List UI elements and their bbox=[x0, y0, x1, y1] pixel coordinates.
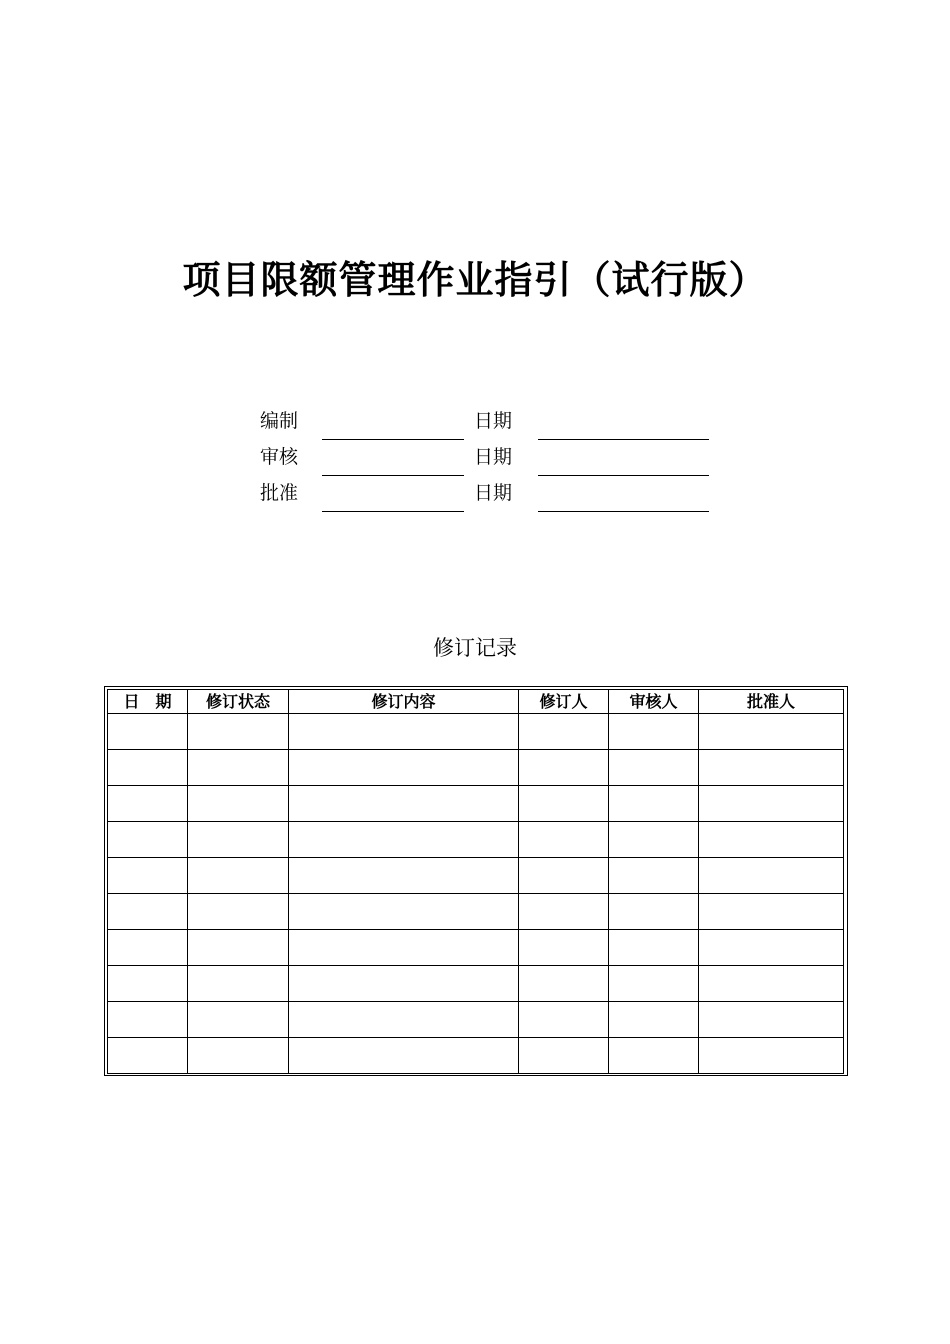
table-row bbox=[108, 822, 844, 858]
cell-reviewer[interactable] bbox=[609, 786, 699, 822]
cell-reviewer[interactable] bbox=[609, 714, 699, 750]
table-row bbox=[108, 930, 844, 966]
cell-status[interactable] bbox=[188, 1038, 289, 1074]
column-header-approver: 批准人 bbox=[699, 690, 844, 714]
table-row bbox=[108, 750, 844, 786]
signoff-role-field[interactable] bbox=[322, 511, 464, 512]
signoff-role-label: 审核 bbox=[260, 446, 299, 468]
signoff-date-field[interactable] bbox=[538, 475, 709, 476]
revision-record-heading: 修订记录 bbox=[433, 636, 517, 660]
cell-reviser[interactable] bbox=[519, 1038, 609, 1074]
cell-date[interactable] bbox=[108, 1038, 188, 1074]
table-row bbox=[108, 894, 844, 930]
cell-status[interactable] bbox=[188, 894, 289, 930]
signoff-date-label: 日期 bbox=[474, 482, 513, 504]
cell-reviewer[interactable] bbox=[609, 822, 699, 858]
cell-status[interactable] bbox=[188, 858, 289, 894]
cell-approver[interactable] bbox=[699, 966, 844, 1002]
cell-date[interactable] bbox=[108, 966, 188, 1002]
revision-table-header-row bbox=[108, 690, 844, 714]
cell-reviser[interactable] bbox=[519, 966, 609, 1002]
cell-date[interactable] bbox=[108, 822, 188, 858]
cell-approver[interactable] bbox=[699, 714, 844, 750]
revision-table-frame bbox=[104, 686, 848, 1076]
cell-reviser[interactable] bbox=[519, 714, 609, 750]
signoff-date-field[interactable] bbox=[538, 439, 709, 440]
cell-date[interactable] bbox=[108, 894, 188, 930]
cell-approver[interactable] bbox=[699, 786, 844, 822]
cell-reviser[interactable] bbox=[519, 858, 609, 894]
cell-content[interactable] bbox=[289, 1002, 519, 1038]
cell-status[interactable] bbox=[188, 930, 289, 966]
cell-reviewer[interactable] bbox=[609, 966, 699, 1002]
cell-reviewer[interactable] bbox=[609, 750, 699, 786]
signoff-row-approved bbox=[0, 480, 950, 516]
cell-status[interactable] bbox=[188, 1002, 289, 1038]
column-header-reviewer: 审核人 bbox=[609, 690, 699, 714]
cell-status[interactable] bbox=[188, 786, 289, 822]
cell-date[interactable] bbox=[108, 858, 188, 894]
cell-content[interactable] bbox=[289, 750, 519, 786]
cell-approver[interactable] bbox=[699, 1038, 844, 1074]
cell-content[interactable] bbox=[289, 858, 519, 894]
cell-date[interactable] bbox=[108, 750, 188, 786]
table-row bbox=[108, 858, 844, 894]
signoff-date-label: 日期 bbox=[474, 446, 513, 468]
cell-reviser[interactable] bbox=[519, 750, 609, 786]
cell-approver[interactable] bbox=[699, 1002, 844, 1038]
cell-reviser[interactable] bbox=[519, 822, 609, 858]
signoff-row-reviewed bbox=[0, 444, 950, 480]
cell-date[interactable] bbox=[108, 786, 188, 822]
cell-date[interactable] bbox=[108, 930, 188, 966]
cell-status[interactable] bbox=[188, 750, 289, 786]
signoff-date-field[interactable] bbox=[538, 511, 709, 512]
signoff-date-label: 日期 bbox=[474, 410, 513, 432]
cell-reviser[interactable] bbox=[519, 786, 609, 822]
cell-approver[interactable] bbox=[699, 930, 844, 966]
cell-reviewer[interactable] bbox=[609, 930, 699, 966]
signoff-role-field[interactable] bbox=[322, 439, 464, 440]
cell-status[interactable] bbox=[188, 714, 289, 750]
cell-status[interactable] bbox=[188, 822, 289, 858]
table-row bbox=[108, 1038, 844, 1074]
cell-content[interactable] bbox=[289, 822, 519, 858]
column-header-date: 日 期 bbox=[108, 690, 188, 714]
cell-reviewer[interactable] bbox=[609, 1002, 699, 1038]
cell-content[interactable] bbox=[289, 786, 519, 822]
cell-content[interactable] bbox=[289, 1038, 519, 1074]
column-header-reviser: 修订人 bbox=[519, 690, 609, 714]
document-title: 项目限额管理作业指引（试行版） bbox=[182, 258, 768, 302]
signoff-row-prepared bbox=[0, 408, 950, 444]
cell-approver[interactable] bbox=[699, 858, 844, 894]
cell-status[interactable] bbox=[188, 966, 289, 1002]
table-row bbox=[108, 966, 844, 1002]
cell-content[interactable] bbox=[289, 714, 519, 750]
cell-reviewer[interactable] bbox=[609, 858, 699, 894]
cell-content[interactable] bbox=[289, 930, 519, 966]
column-header-status: 修订状态 bbox=[188, 690, 289, 714]
table-row bbox=[108, 714, 844, 750]
table-row bbox=[108, 786, 844, 822]
cell-reviewer[interactable] bbox=[609, 894, 699, 930]
signoff-role-label: 批准 bbox=[260, 482, 299, 504]
signoff-role-label: 编制 bbox=[260, 410, 299, 432]
cell-content[interactable] bbox=[289, 966, 519, 1002]
cell-reviewer[interactable] bbox=[609, 1038, 699, 1074]
revision-table bbox=[107, 689, 844, 1074]
cell-approver[interactable] bbox=[699, 822, 844, 858]
cell-date[interactable] bbox=[108, 1002, 188, 1038]
cell-reviser[interactable] bbox=[519, 894, 609, 930]
revision-table-body bbox=[108, 714, 844, 1074]
cell-date[interactable] bbox=[108, 714, 188, 750]
signoff-role-field[interactable] bbox=[322, 475, 464, 476]
cell-reviser[interactable] bbox=[519, 930, 609, 966]
cell-reviser[interactable] bbox=[519, 1002, 609, 1038]
cell-approver[interactable] bbox=[699, 750, 844, 786]
column-header-content: 修订内容 bbox=[289, 690, 519, 714]
cell-content[interactable] bbox=[289, 894, 519, 930]
cell-approver[interactable] bbox=[699, 894, 844, 930]
table-row bbox=[108, 1002, 844, 1038]
